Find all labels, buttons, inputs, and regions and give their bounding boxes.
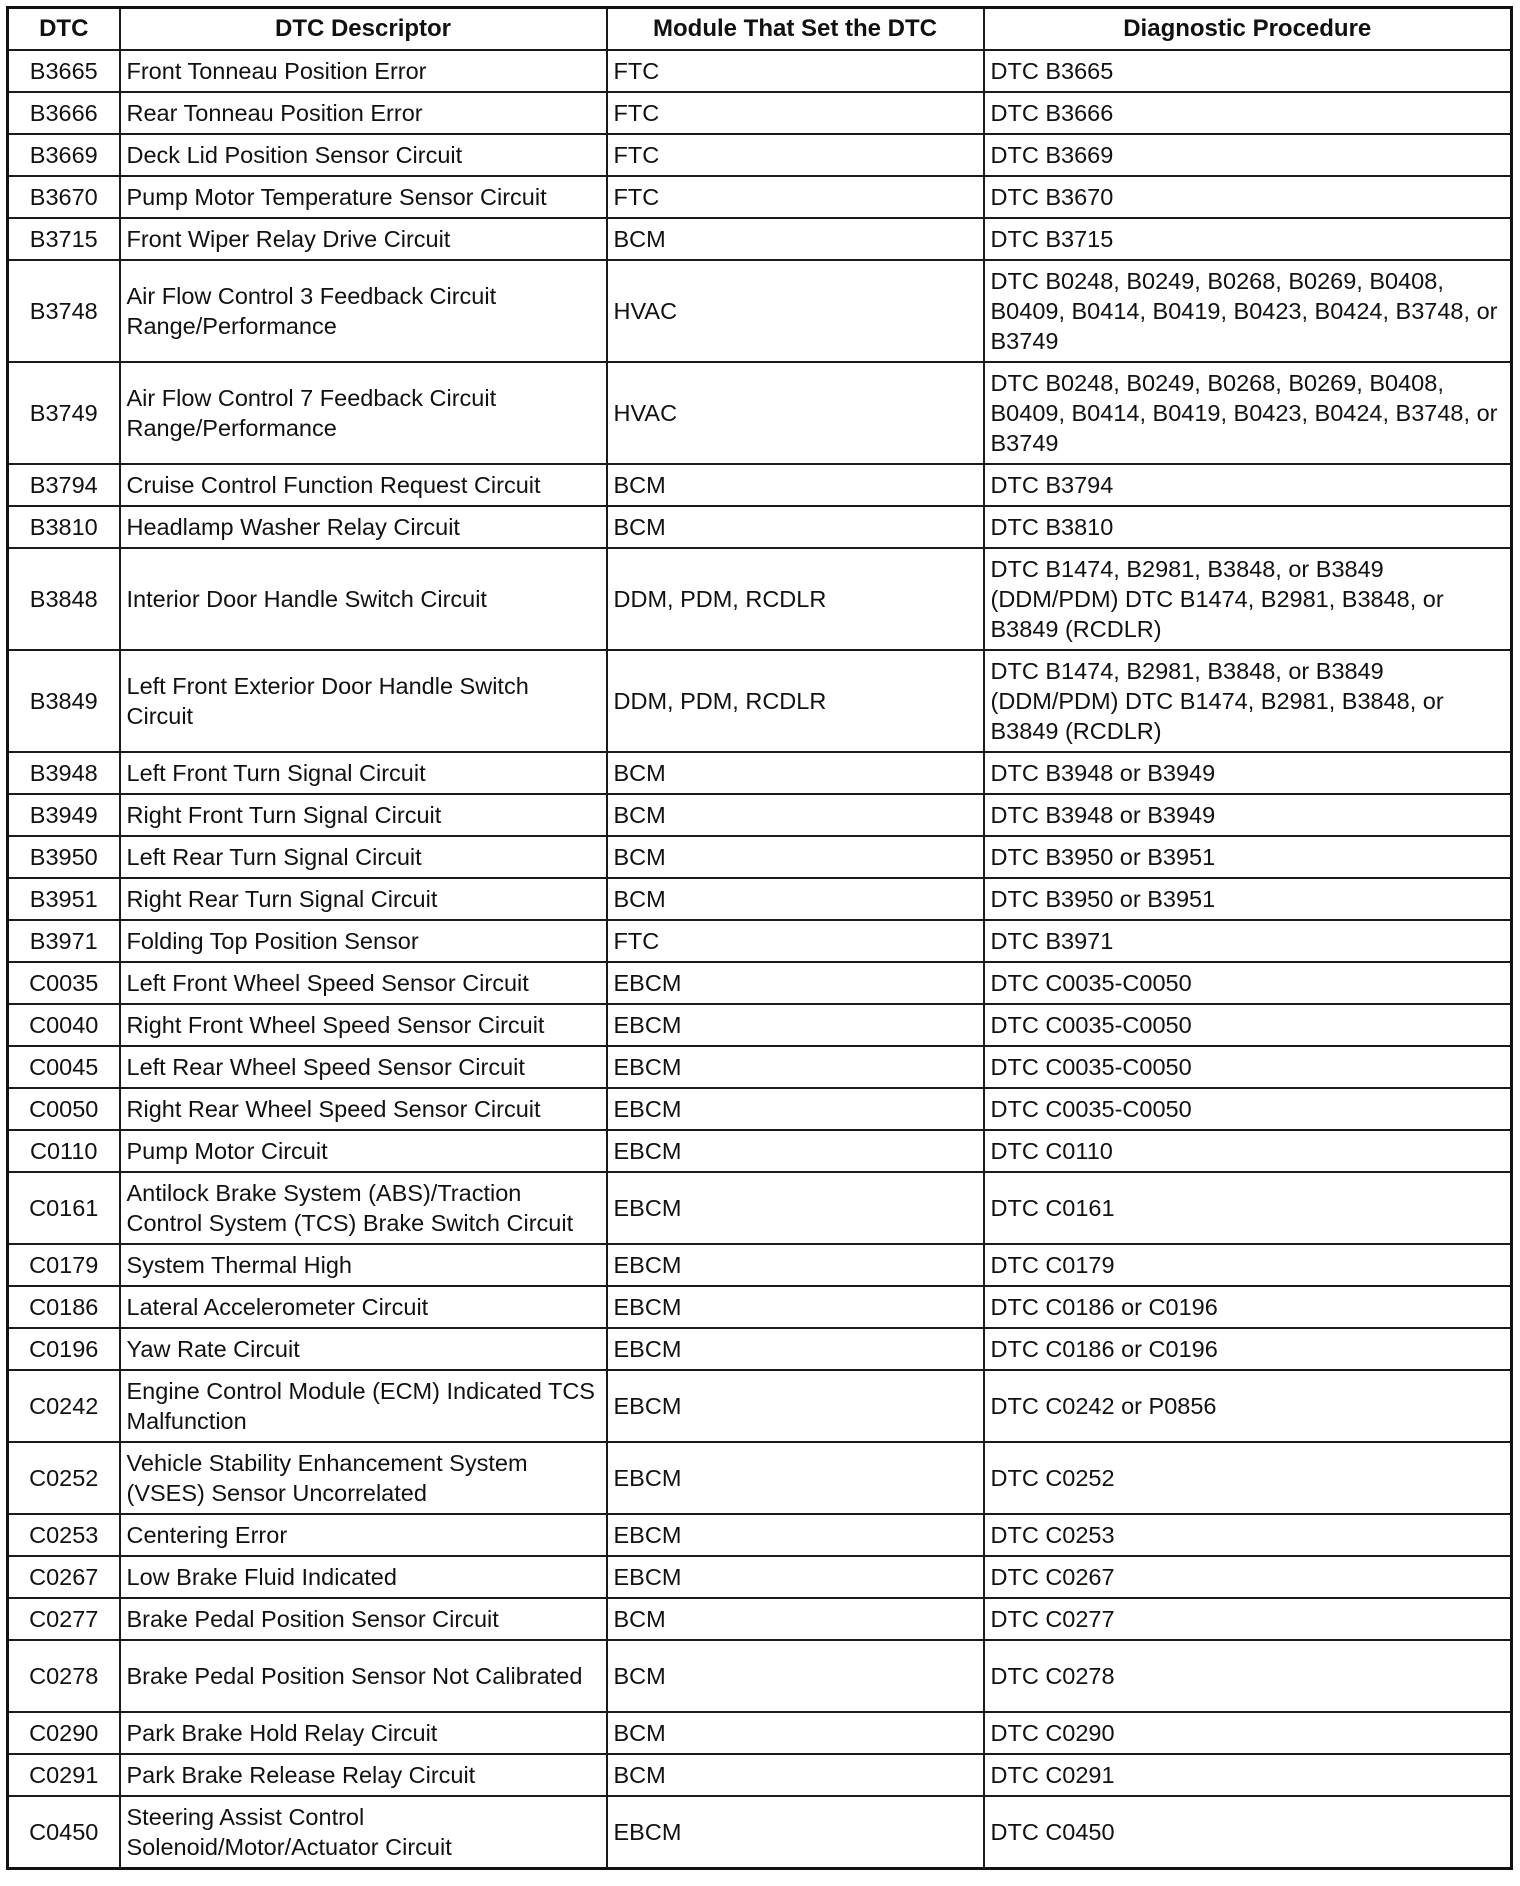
module-cell: BCM bbox=[607, 752, 984, 794]
dtc-descriptor-cell: Left Front Wheel Speed Sensor Circuit bbox=[120, 962, 607, 1004]
table-row bbox=[8, 1796, 1512, 1868]
dtc-code-cell: C0196 bbox=[8, 1328, 120, 1370]
dtc-code-cell: B3849 bbox=[8, 650, 120, 752]
header-procedure: Diagnostic Procedure bbox=[984, 8, 1512, 51]
procedure-cell: DTC B1474, B2981, B3848, or B3849 (DDM/PDM) DTC B1474, B2981, B3848, or B3849 (RCDLR) bbox=[984, 650, 1512, 752]
procedure-cell: DTC C0110 bbox=[984, 1130, 1512, 1172]
table-row bbox=[8, 548, 1512, 650]
dtc-descriptor-cell: Brake Pedal Position Sensor Not Calibrated bbox=[120, 1640, 607, 1712]
procedure-cell: DTC B0248, B0249, B0268, B0269, B0408, B0409, B0414, B0419, B0423, B0424, B3748, or B3749 bbox=[984, 362, 1512, 464]
table-row bbox=[8, 1088, 1512, 1130]
dtc-descriptor-cell: Rear Tonneau Position Error bbox=[120, 92, 607, 134]
table-row bbox=[8, 506, 1512, 548]
dtc-descriptor-cell: Right Rear Wheel Speed Sensor Circuit bbox=[120, 1088, 607, 1130]
dtc-descriptor-cell: Centering Error bbox=[120, 1514, 607, 1556]
dtc-descriptor-cell: Left Rear Wheel Speed Sensor Circuit bbox=[120, 1046, 607, 1088]
module-cell: BCM bbox=[607, 794, 984, 836]
procedure-cell: DTC B3715 bbox=[984, 218, 1512, 260]
procedure-cell: DTC B3670 bbox=[984, 176, 1512, 218]
dtc-descriptor-cell: Folding Top Position Sensor bbox=[120, 920, 607, 962]
module-cell: FTC bbox=[607, 920, 984, 962]
dtc-descriptor-cell: Lateral Accelerometer Circuit bbox=[120, 1286, 607, 1328]
dtc-code-cell: C0179 bbox=[8, 1244, 120, 1286]
dtc-descriptor-cell: Front Tonneau Position Error bbox=[120, 50, 607, 92]
module-cell: EBCM bbox=[607, 1556, 984, 1598]
dtc-code-cell: C0110 bbox=[8, 1130, 120, 1172]
procedure-cell: DTC C0290 bbox=[984, 1712, 1512, 1754]
module-cell: DDM, PDM, RCDLR bbox=[607, 650, 984, 752]
module-cell: BCM bbox=[607, 1640, 984, 1712]
dtc-descriptor-cell: Air Flow Control 7 Feedback Circuit Range/Performance bbox=[120, 362, 607, 464]
module-cell: EBCM bbox=[607, 1244, 984, 1286]
table-row bbox=[8, 50, 1512, 92]
dtc-descriptor-cell: Deck Lid Position Sensor Circuit bbox=[120, 134, 607, 176]
module-cell: EBCM bbox=[607, 962, 984, 1004]
table-row bbox=[8, 1046, 1512, 1088]
dtc-descriptor-cell: Park Brake Hold Relay Circuit bbox=[120, 1712, 607, 1754]
dtc-code-cell: C0242 bbox=[8, 1370, 120, 1442]
dtc-code-cell: C0050 bbox=[8, 1088, 120, 1130]
table-row bbox=[8, 1244, 1512, 1286]
module-cell: EBCM bbox=[607, 1172, 984, 1244]
table-row bbox=[8, 1286, 1512, 1328]
procedure-cell: DTC B3948 or B3949 bbox=[984, 752, 1512, 794]
table-row bbox=[8, 1172, 1512, 1244]
procedure-cell: DTC B3950 or B3951 bbox=[984, 836, 1512, 878]
table-row bbox=[8, 650, 1512, 752]
module-cell: BCM bbox=[607, 878, 984, 920]
dtc-descriptor-cell: Air Flow Control 3 Feedback Circuit Range/Performance bbox=[120, 260, 607, 362]
module-cell: DDM, PDM, RCDLR bbox=[607, 548, 984, 650]
dtc-code-cell: C0252 bbox=[8, 1442, 120, 1514]
table-row bbox=[8, 1514, 1512, 1556]
module-cell: BCM bbox=[607, 464, 984, 506]
module-cell: HVAC bbox=[607, 362, 984, 464]
table-row bbox=[8, 1004, 1512, 1046]
module-cell: FTC bbox=[607, 176, 984, 218]
dtc-code-cell: B3748 bbox=[8, 260, 120, 362]
dtc-code-cell: B3665 bbox=[8, 50, 120, 92]
header-descriptor: DTC Descriptor bbox=[120, 8, 607, 51]
dtc-code-cell: C0290 bbox=[8, 1712, 120, 1754]
module-cell: BCM bbox=[607, 836, 984, 878]
dtc-code-cell: B3670 bbox=[8, 176, 120, 218]
table-row bbox=[8, 836, 1512, 878]
dtc-code-cell: B3666 bbox=[8, 92, 120, 134]
table-row bbox=[8, 1130, 1512, 1172]
dtc-code-cell: C0253 bbox=[8, 1514, 120, 1556]
module-cell: EBCM bbox=[607, 1088, 984, 1130]
table-row bbox=[8, 920, 1512, 962]
dtc-descriptor-cell: Interior Door Handle Switch Circuit bbox=[120, 548, 607, 650]
dtc-descriptor-cell: Park Brake Release Relay Circuit bbox=[120, 1754, 607, 1796]
module-cell: EBCM bbox=[607, 1370, 984, 1442]
module-cell: EBCM bbox=[607, 1796, 984, 1868]
procedure-cell: DTC B3669 bbox=[984, 134, 1512, 176]
dtc-code-cell: C0450 bbox=[8, 1796, 120, 1868]
dtc-descriptor-cell: Headlamp Washer Relay Circuit bbox=[120, 506, 607, 548]
table-row bbox=[8, 1640, 1512, 1712]
dtc-code-cell: B3810 bbox=[8, 506, 120, 548]
module-cell: FTC bbox=[607, 134, 984, 176]
procedure-cell: DTC C0035-C0050 bbox=[984, 1088, 1512, 1130]
procedure-cell: DTC B3666 bbox=[984, 92, 1512, 134]
table-row bbox=[8, 1556, 1512, 1598]
dtc-descriptor-cell: Yaw Rate Circuit bbox=[120, 1328, 607, 1370]
procedure-cell: DTC C0242 or P0856 bbox=[984, 1370, 1512, 1442]
dtc-code-cell: C0277 bbox=[8, 1598, 120, 1640]
procedure-cell: DTC B3948 or B3949 bbox=[984, 794, 1512, 836]
table-body bbox=[8, 50, 1512, 1868]
table-row bbox=[8, 1442, 1512, 1514]
dtc-code-cell: B3971 bbox=[8, 920, 120, 962]
dtc-descriptor-cell: Brake Pedal Position Sensor Circuit bbox=[120, 1598, 607, 1640]
table-row bbox=[8, 260, 1512, 362]
dtc-code-cell: B3848 bbox=[8, 548, 120, 650]
header-dtc: DTC bbox=[8, 8, 120, 51]
table-row bbox=[8, 176, 1512, 218]
dtc-descriptor-cell: Left Front Turn Signal Circuit bbox=[120, 752, 607, 794]
procedure-cell: DTC C0035-C0050 bbox=[984, 962, 1512, 1004]
dtc-code-cell: C0035 bbox=[8, 962, 120, 1004]
procedure-cell: DTC C0267 bbox=[984, 1556, 1512, 1598]
procedure-cell: DTC B3794 bbox=[984, 464, 1512, 506]
module-cell: EBCM bbox=[607, 1442, 984, 1514]
procedure-cell: DTC C0252 bbox=[984, 1442, 1512, 1514]
dtc-descriptor-cell: Low Brake Fluid Indicated bbox=[120, 1556, 607, 1598]
table-row bbox=[8, 362, 1512, 464]
module-cell: EBCM bbox=[607, 1046, 984, 1088]
dtc-descriptor-cell: Right Rear Turn Signal Circuit bbox=[120, 878, 607, 920]
table-header-row bbox=[8, 8, 1512, 51]
dtc-descriptor-cell: Front Wiper Relay Drive Circuit bbox=[120, 218, 607, 260]
table-row bbox=[8, 1370, 1512, 1442]
table-row bbox=[8, 794, 1512, 836]
dtc-descriptor-cell: Pump Motor Temperature Sensor Circuit bbox=[120, 176, 607, 218]
procedure-cell: DTC C0291 bbox=[984, 1754, 1512, 1796]
procedure-cell: DTC B3810 bbox=[984, 506, 1512, 548]
procedure-cell: DTC C0278 bbox=[984, 1640, 1512, 1712]
procedure-cell: DTC C0186 or C0196 bbox=[984, 1328, 1512, 1370]
dtc-code-cell: B3794 bbox=[8, 464, 120, 506]
procedure-cell: DTC C0277 bbox=[984, 1598, 1512, 1640]
procedure-cell: DTC B3950 or B3951 bbox=[984, 878, 1512, 920]
dtc-code-cell: C0291 bbox=[8, 1754, 120, 1796]
module-cell: EBCM bbox=[607, 1328, 984, 1370]
dtc-code-cell: B3669 bbox=[8, 134, 120, 176]
dtc-descriptor-cell: Antilock Brake System (ABS)/Traction Control System (TCS) Brake Switch Circuit bbox=[120, 1172, 607, 1244]
dtc-table-container bbox=[6, 6, 1510, 1870]
dtc-code-cell: C0267 bbox=[8, 1556, 120, 1598]
module-cell: EBCM bbox=[607, 1130, 984, 1172]
procedure-cell: DTC C0035-C0050 bbox=[984, 1004, 1512, 1046]
procedure-cell: DTC B0248, B0249, B0268, B0269, B0408, B0409, B0414, B0419, B0423, B0424, B3748, or B3749 bbox=[984, 260, 1512, 362]
table-row bbox=[8, 218, 1512, 260]
procedure-cell: DTC B1474, B2981, B3848, or B3849 (DDM/PDM) DTC B1474, B2981, B3848, or B3849 (RCDLR) bbox=[984, 548, 1512, 650]
dtc-code-cell: C0161 bbox=[8, 1172, 120, 1244]
table-row bbox=[8, 1712, 1512, 1754]
procedure-cell: DTC C0161 bbox=[984, 1172, 1512, 1244]
module-cell: FTC bbox=[607, 92, 984, 134]
dtc-table bbox=[6, 6, 1513, 1870]
table-row bbox=[8, 962, 1512, 1004]
module-cell: BCM bbox=[607, 1598, 984, 1640]
procedure-cell: DTC B3971 bbox=[984, 920, 1512, 962]
module-cell: EBCM bbox=[607, 1286, 984, 1328]
module-cell: BCM bbox=[607, 1754, 984, 1796]
module-cell: EBCM bbox=[607, 1004, 984, 1046]
dtc-code-cell: B3948 bbox=[8, 752, 120, 794]
procedure-cell: DTC C0186 or C0196 bbox=[984, 1286, 1512, 1328]
table-row bbox=[8, 1328, 1512, 1370]
module-cell: BCM bbox=[607, 1712, 984, 1754]
table-row bbox=[8, 752, 1512, 794]
table-row bbox=[8, 464, 1512, 506]
dtc-descriptor-cell: Right Front Turn Signal Circuit bbox=[120, 794, 607, 836]
dtc-descriptor-cell: Right Front Wheel Speed Sensor Circuit bbox=[120, 1004, 607, 1046]
table-row bbox=[8, 1598, 1512, 1640]
dtc-descriptor-cell: Left Rear Turn Signal Circuit bbox=[120, 836, 607, 878]
procedure-cell: DTC C0253 bbox=[984, 1514, 1512, 1556]
dtc-code-cell: B3949 bbox=[8, 794, 120, 836]
dtc-code-cell: C0186 bbox=[8, 1286, 120, 1328]
procedure-cell: DTC C0179 bbox=[984, 1244, 1512, 1286]
header-module: Module That Set the DTC bbox=[607, 8, 984, 51]
module-cell: BCM bbox=[607, 218, 984, 260]
dtc-descriptor-cell: Pump Motor Circuit bbox=[120, 1130, 607, 1172]
dtc-descriptor-cell: Engine Control Module (ECM) Indicated TCS Malfunction bbox=[120, 1370, 607, 1442]
table-row bbox=[8, 92, 1512, 134]
dtc-code-cell: B3951 bbox=[8, 878, 120, 920]
dtc-descriptor-cell: System Thermal High bbox=[120, 1244, 607, 1286]
module-cell: EBCM bbox=[607, 1514, 984, 1556]
dtc-code-cell: C0045 bbox=[8, 1046, 120, 1088]
dtc-descriptor-cell: Cruise Control Function Request Circuit bbox=[120, 464, 607, 506]
table-row bbox=[8, 1754, 1512, 1796]
procedure-cell: DTC C0035-C0050 bbox=[984, 1046, 1512, 1088]
module-cell: BCM bbox=[607, 506, 984, 548]
module-cell: HVAC bbox=[607, 260, 984, 362]
procedure-cell: DTC C0450 bbox=[984, 1796, 1512, 1868]
table-row bbox=[8, 134, 1512, 176]
dtc-code-cell: B3715 bbox=[8, 218, 120, 260]
module-cell: FTC bbox=[607, 50, 984, 92]
procedure-cell: DTC B3665 bbox=[984, 50, 1512, 92]
dtc-code-cell: C0278 bbox=[8, 1640, 120, 1712]
dtc-descriptor-cell: Steering Assist Control Solenoid/Motor/Actuator Circuit bbox=[120, 1796, 607, 1868]
dtc-code-cell: B3749 bbox=[8, 362, 120, 464]
dtc-code-cell: C0040 bbox=[8, 1004, 120, 1046]
dtc-code-cell: B3950 bbox=[8, 836, 120, 878]
table-row bbox=[8, 878, 1512, 920]
dtc-descriptor-cell: Vehicle Stability Enhancement System (VSES) Sensor Uncorrelated bbox=[120, 1442, 607, 1514]
dtc-descriptor-cell: Left Front Exterior Door Handle Switch Circuit bbox=[120, 650, 607, 752]
